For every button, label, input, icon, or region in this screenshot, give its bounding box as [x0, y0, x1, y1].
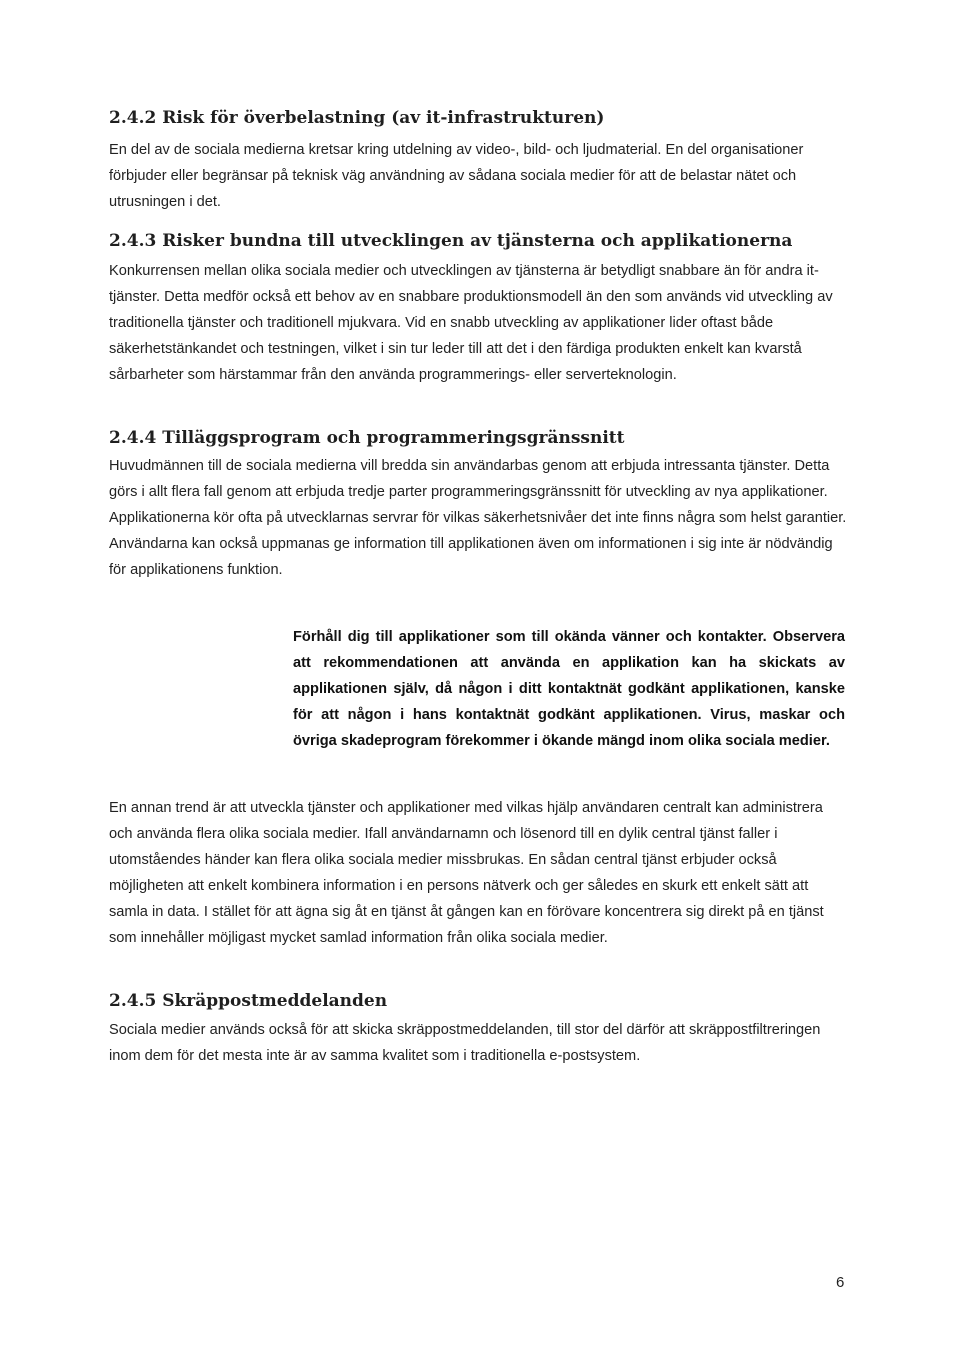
section-paragraph-2-4-2: En del av de sociala medierna kretsar kring utdelning av video-, bild- och ljudmaterial. En del organisationer förbjuder eller begränsar på teknisk väg användning av sådana sociala medier för att de belastar nätet och utrusningen i det. [109, 142, 804, 210]
section-heading-2-4-2: 2.4.2 Risk för överbelastning (av it-infrastrukturen) [109, 108, 605, 128]
section-paragraph-2-4-4-continued: En annan trend är att utveckla tjänster och applikationer med vilkas hjälp användaren centralt kan administrera och använda flera olika sociala medier. Ifall användarnamn och lösenord till en dylik central tjänst faller i utomståendes händer kan flera olika sociala medier missbrukas. En sådan central tjänst erbjuder också möjligheten att enkelt kombinera information i en persons nätverk och ger således en skurk ett enkelt sätt att samla in data. I stället för att ägna sig åt en tjänst åt gången kan en förövare koncentrera sig direkt på en tjänst som innehåller möjligast mycket samlad information från olika sociala medier. [109, 800, 824, 946]
page-number: 6 [836, 1274, 845, 1291]
section-paragraph-2-4-3: Konkurrensen mellan olika sociala medier och utvecklingen av tjänsterna är betydligt snabbare än för andra it-tjänster. Detta medför också ett behov av en snabbare produktionsmodell än den som används vid utveckling av traditionella tjänster och traditionell mjukvara. Vid en snabb utveckling av applikationer lider oftast både säkerhetstänkandet och testningen, vilket i sin tur leder till att det i den färdiga produkten enkelt kan kvarstå sårbarheter som härstammar från den använda programmerings- eller serverteknologin. [109, 263, 833, 383]
security-callout: Förhåll dig till applikationer som till okända vänner och kontakter. Observera att rekommendationen att använda en applikation kan ha skickats av applikationen själv, då någon i ditt kontaktnät godkänt applikationen, kanske för att någon i hans kontaktnät godkänt applikationen. Virus, maskar och övriga skadeprogram förekommer i ökande mängd inom olika sociala medier. [293, 629, 845, 749]
section-heading-2-4-3: 2.4.3 Risker bundna till utvecklingen av tjänsterna och applikationerna [109, 231, 793, 251]
section-paragraph-2-4-5: Sociala medier används också för att skicka skräppostmeddelanden, till stor del därför att skräppostfiltreringen inom dem för det mesta inte är av samma kvalitet som i traditionella e-postsystem. [109, 1022, 821, 1064]
section-heading-2-4-5: 2.4.5 Skräppostmeddelanden [109, 991, 388, 1011]
section-heading-2-4-4: 2.4.4 Tilläggsprogram och programmeringsgränssnitt [109, 428, 625, 448]
section-paragraph-2-4-4: Huvudmännen till de sociala medierna vill bredda sin användarbas genom att erbjuda intressanta tjänster. Detta görs i allt flera fall genom att erbjuda tredje parter programmeringsgränssnitt för utveckling av nya applikationer. Applikationerna kör ofta på utvecklarnas servrar för vilkas säkerhetsnivåer det inte finns några som helst garantier. Användarna kan också uppmanas ge information till applikationen även om informationen i sig inte är nödvändig för applikationens funktion. [109, 458, 847, 578]
